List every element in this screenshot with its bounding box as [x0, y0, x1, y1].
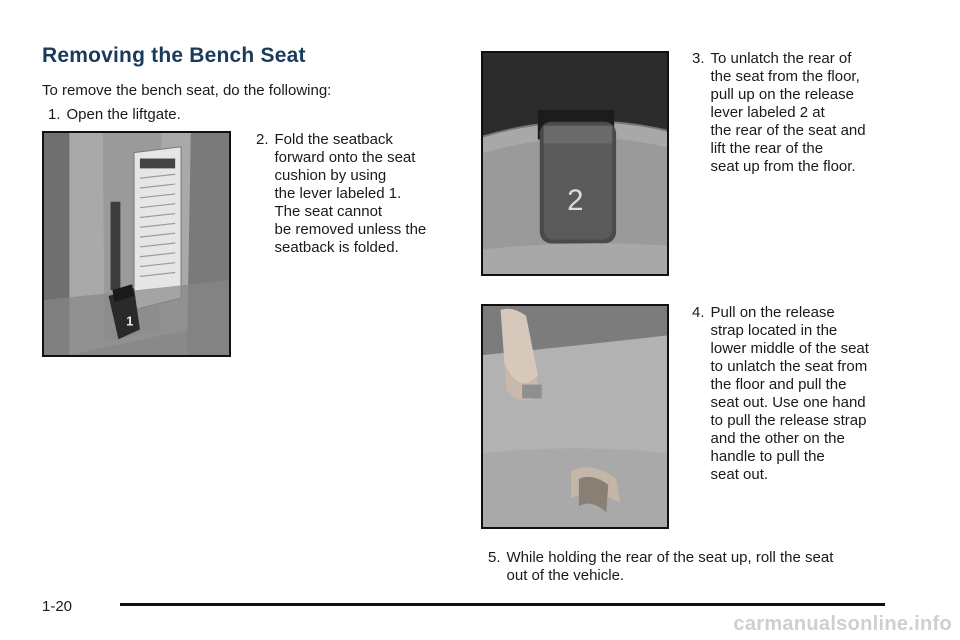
lever-2-label: 2	[567, 184, 584, 218]
step-5	[488, 549, 833, 585]
photo-release-lever	[481, 51, 669, 276]
step-number: 1.	[48, 106, 61, 123]
step-number: 4.	[692, 304, 705, 321]
photo-seatback-lever	[42, 131, 231, 357]
step-2	[256, 131, 426, 257]
step-text: Pull on the release strap located in the lower middle of the seat to unlatch the seat from the floor and pull the seat out. Use one hand to pull the release strap and the other on the handle to pull the seat out.	[710, 304, 869, 483]
step-text: Open the liftgate.	[66, 106, 181, 123]
step-1	[48, 106, 181, 124]
step-number: 3.	[692, 50, 705, 67]
seatback-lever-illustration	[44, 133, 229, 355]
step-3	[692, 50, 866, 176]
footer-rule	[120, 603, 885, 606]
page-title: Removing the Bench Seat	[42, 44, 306, 67]
step-4	[692, 304, 869, 484]
intro-text: To remove the bench seat, do the following:	[42, 82, 332, 99]
lever-1-label: 1	[126, 313, 134, 329]
step-number: 5.	[488, 549, 501, 566]
page-number: 1-20	[42, 598, 73, 615]
step-text: To unlatch the rear of the seat from the floor, pull up on the release lever labeled 2 at the rear of the seat and lift the rear of the seat up from the floor.	[710, 50, 866, 175]
step-number: 2.	[256, 131, 269, 148]
release-strap-illustration	[483, 306, 667, 527]
step-text: While holding the rear of the seat up, roll the seat out of the vehicle.	[506, 549, 834, 584]
watermark: carmanualsonline.info	[733, 613, 952, 635]
release-lever-illustration	[483, 53, 667, 274]
step-text: Fold the seatback forward onto the seat cushion by using the lever labeled 1. The seat cannot be removed unless the seatback is folded.	[274, 131, 427, 256]
photo-release-strap	[481, 304, 669, 529]
